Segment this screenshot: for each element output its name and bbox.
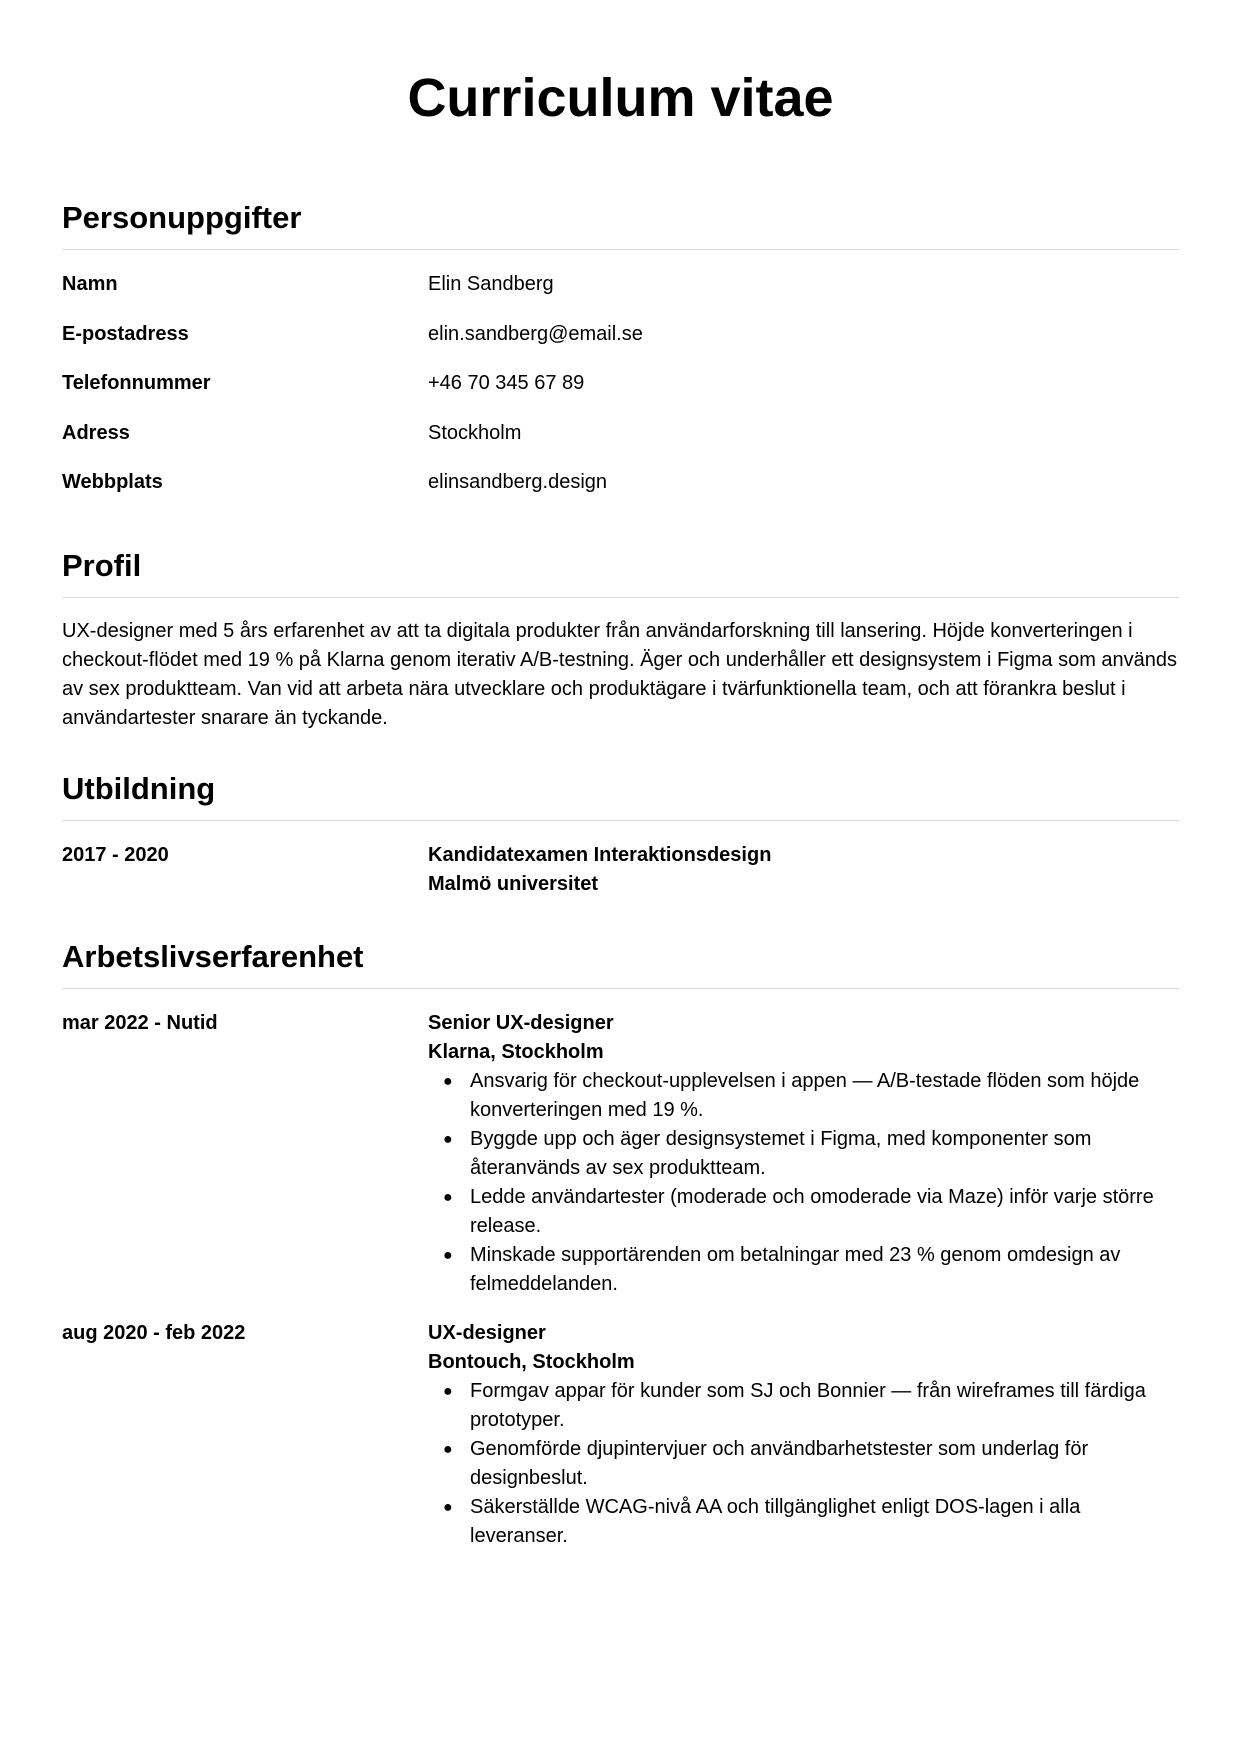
bullet-dot-icon: ● <box>443 1498 453 1516</box>
entry-details <box>428 1009 1179 1299</box>
bullet-text: Formgav appar för kunder som SJ och Bonnier — från wireframes till färdiga prototyper. <box>470 1379 1146 1431</box>
profile-heading: Profil <box>62 548 1179 598</box>
bullet-item <box>443 1183 1179 1241</box>
profile-section <box>62 548 1179 733</box>
bullet-item <box>443 1241 1179 1299</box>
bullet-text: Säkerställde WCAG-nivå AA och tillgänglighet enligt DOS-lagen i alla leveranser. <box>470 1495 1081 1547</box>
education-heading: Utbildning <box>62 771 1179 821</box>
info-row-website <box>62 468 1179 518</box>
bullet-text: Ledde användartester (moderade och omoderade via Maze) inför varje större release. <box>470 1185 1154 1237</box>
info-label: Namn <box>62 273 118 295</box>
info-row-address <box>62 419 1179 469</box>
entry-title: Senior UX-designer <box>428 1011 614 1034</box>
profile-text: UX-designer med 5 års erfarenhet av att ta digitala produkter från användarforskning till lansering. Höjde konverteringen i checkout-flödet med 19 % på Klarna genom iterativ A/B-testning. Äger och underhåller ett designsystem i Figma som används av sex produktteam. Van vid att arbeta nära utvecklare och produktägare i tvärfunktionella team, och att förankra beslut i användartester snarare än tyckande. <box>62 619 1178 729</box>
experience-entry <box>62 1319 1179 1551</box>
bullet-item <box>443 1493 1179 1551</box>
bullet-dot-icon: ● <box>443 1246 453 1264</box>
entry-organization: Malmö universitet <box>428 872 599 895</box>
entry-title: UX-designer <box>428 1321 546 1344</box>
info-label: Adress <box>62 421 130 444</box>
entry-period: aug 2020 - feb 2022 <box>62 1321 246 1344</box>
education-entry <box>62 841 1179 899</box>
bullet-dot-icon: ● <box>443 1072 453 1090</box>
bullet-text: Minskade supportärenden om betalningar med 23 % genom omdesign av felmeddelanden. <box>470 1243 1121 1295</box>
personal-info-list <box>62 250 1179 518</box>
bullet-text: Ansvarig för checkout-upplevelsen i appen — A/B-testade flöden som höjde konverteringen med 19 %. <box>470 1069 1140 1121</box>
info-row-phone <box>62 369 1179 419</box>
experience-entry <box>62 1009 1179 1299</box>
document-title: Curriculum vitae <box>407 68 834 128</box>
entry-organization: Klarna, Stockholm <box>428 1040 604 1063</box>
bullet-text: Genomförde djupintervjuer och användbarhetstester som underlag för designbeslut. <box>470 1437 1089 1489</box>
info-label: E-postadress <box>62 322 189 345</box>
info-row-name <box>62 270 1179 320</box>
bullet-dot-icon: ● <box>443 1440 453 1458</box>
bullet-item <box>443 1067 1179 1125</box>
bullet-dot-icon: ● <box>443 1188 453 1206</box>
info-row-email <box>62 320 1179 370</box>
education-list <box>62 821 1179 899</box>
bullet-dot-icon: ● <box>443 1382 453 1400</box>
entry-title: Kandidatexamen Interaktionsdesign <box>428 843 772 866</box>
experience-list <box>62 989 1179 1551</box>
personal-section <box>62 200 1179 518</box>
info-value: elinsandberg.design <box>428 471 608 493</box>
entry-organization: Bontouch, Stockholm <box>428 1350 635 1373</box>
info-value: Stockholm <box>428 421 522 444</box>
entry-details <box>428 1319 1179 1551</box>
info-value: +46 70 345 67 89 <box>428 372 585 394</box>
bullet-item <box>443 1125 1179 1183</box>
education-section <box>62 771 1179 899</box>
entry-bullet-list <box>428 1377 1179 1551</box>
bullet-text: Byggde upp och äger designsystemet i Figma, med komponenter som återanvänds av sex produktteam. <box>470 1127 1092 1179</box>
bullet-dot-icon: ● <box>443 1130 453 1148</box>
entry-period: 2017 - 2020 <box>62 843 169 866</box>
bullet-item <box>443 1435 1179 1493</box>
personal-heading: Personuppgifter <box>62 200 1179 250</box>
experience-heading: Arbetslivserfarenhet <box>62 939 1179 989</box>
bullet-item <box>443 1377 1179 1435</box>
info-label: Webbplats <box>62 471 163 493</box>
info-value: elin.sandberg@email.se <box>428 322 643 345</box>
entry-bullet-list <box>428 1067 1179 1299</box>
entry-period: mar 2022 - Nutid <box>62 1011 218 1034</box>
info-label: Telefonnummer <box>62 372 211 394</box>
experience-section <box>62 939 1179 1551</box>
entry-details <box>428 841 1179 899</box>
info-value: Elin Sandberg <box>428 273 554 295</box>
